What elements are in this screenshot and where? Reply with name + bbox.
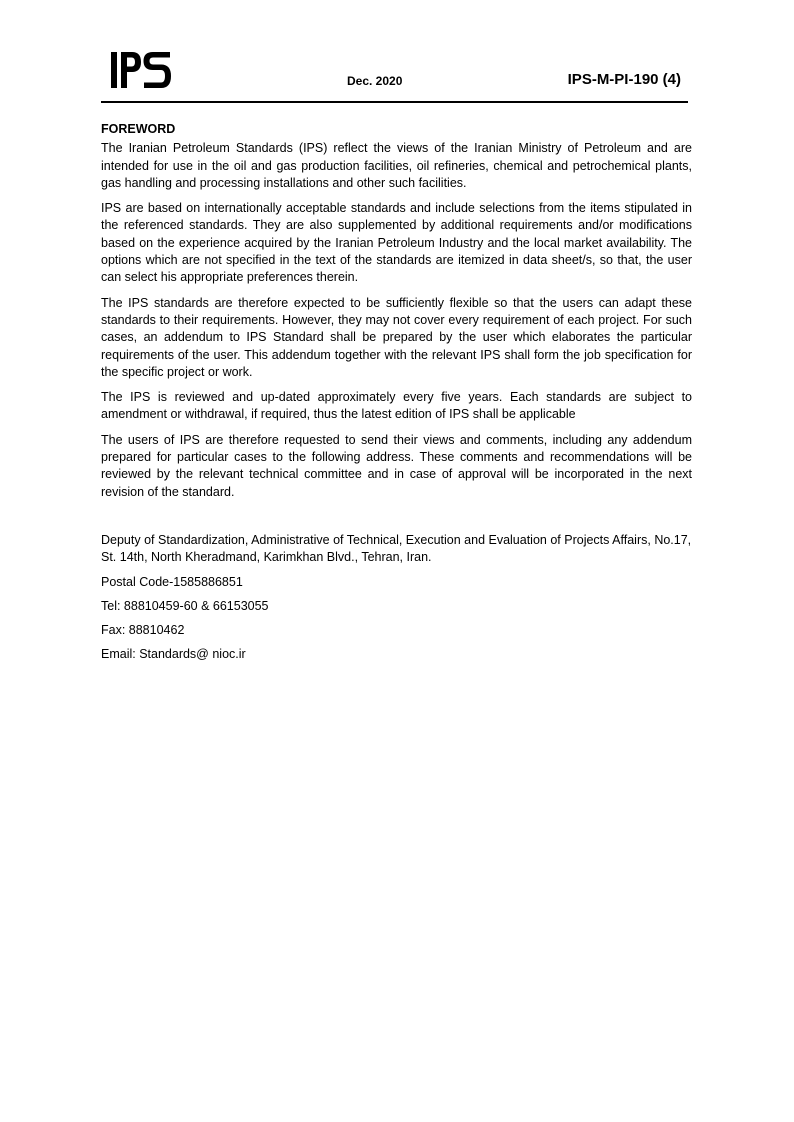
contact-tel: Tel: 88810459-60 & 66153055 [101,598,269,613]
contact-fax: Fax: 88810462 [101,623,185,638]
page-header [101,48,688,104]
contact-postal-code: Postal Code-1585886851 [101,574,243,589]
contact-block [101,532,692,664]
logo-text [110,91,111,92]
foreword-paragraph-2: IPS are based on internationally acceptable standards and include selections from the items stipulated in the referenced standards. They are also supplemented by additional requirements and/or modifications based on the experience acquired by the Iranian Petroleum Industry and the local market availability. The options which are not specified in the text of the standards are itemized in data sheet/s, so that, the user can select his appropriate preferences therein. [101,201,692,285]
header-date: Dec. 2020 [347,74,403,88]
foreword-paragraph-1: The Iranian Petroleum Standards (IPS) reflect the views of the Iranian Ministry of Petroleum and are intended for use in the oil and gas production facilities, oil refineries, chemical and petrochemical plants, gas handling and processing installations and other such facilities. [101,141,692,190]
foreword-paragraph-3: The IPS standards are therefore expected to be sufficiently flexible so that the users can adapt these standards to their requirements. However, they may not cover every requirement of each project. For such cases, an addendum to IPS Standard shall be prepared by the user which elaborates the particular requirements of the user. This addendum together with the relevant IPS shall form the job specification for the specific project or work. [101,295,692,379]
ips-logo [110,49,172,91]
foreword-paragraph-5: The users of IPS are therefore requested to send their views and comments, including any addendum prepared for particular cases to the following address. These comments and recommendations will be reviewed by the relevant technical committee and in case of approval will be incorporated in the next revision of the standard. [101,432,692,499]
foreword-paragraph-4: The IPS is reviewed and up-dated approximately every five years. Each standards are subject to amendment or withdrawal, if required, thus the latest edition of IPS shall be applicable [101,390,692,422]
contact-address: Deputy of Standardization, Administrative of Technical, Execution and Evaluation of Projects Affairs, No.17, St. 14th, North Kheradmand, Karimkhan Blvd., Tehran, Iran. [101,532,692,565]
page-content [101,121,692,671]
contact-email: Email: Standards@ nioc.ir [101,647,246,662]
document-number: IPS-M-PI-190 (4) [567,71,681,88]
ips-logo-icon [110,49,172,91]
header-divider [101,101,688,103]
foreword-title: FOREWORD [101,122,176,136]
